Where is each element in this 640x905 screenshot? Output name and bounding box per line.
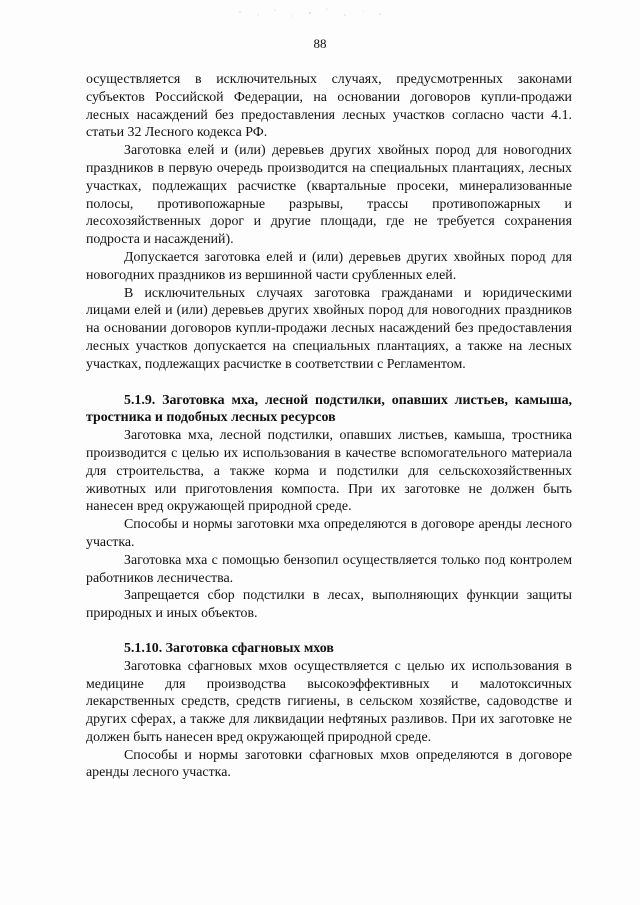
section-spacer — [86, 623, 572, 640]
document-body — [86, 71, 572, 782]
paragraph: Заготовка сфагновых мхов осуществляется с целью их использования в медицине для производства высокоэффективных и малотоксичных лекарственных средств, средств гигиены, в сельском хозяйстве, садоводстве и других сферах, а также для ликвидации нефтяных разливов. При их заготовке не должен быть нанесен вред окружающей природной среде. — [86, 658, 572, 745]
paragraph: Способы и нормы заготовки сфагновых мхов определяются в договоре аренды лесного участка. — [86, 747, 572, 781]
paragraph: Допускается заготовка елей и (или) деревьев других хвойных пород для новогодних праздников из вершинной части срубленных елей. — [86, 249, 572, 283]
paragraph: Заготовка мха, лесной подстилки, опавших листьев, камыша, тростника производится с целью их использования в качестве вспомогательного материала для строительства, а также корма и подстилки для сельскохозяйственных животных или приготовления компоста. При их заготовке не должен быть нанесен вред окружающей природной среде. — [86, 428, 572, 515]
paragraph: Заготовка мха с помощью бензопил осуществляется только под контролем работников лесничества. — [86, 552, 572, 586]
paragraph-continuation: осуществляется в исключительных случаях, предусмотренных законами субъектов Российской Федерации, на основании договоров купли-продажи лесных насаждений без предоставления лесных участков согласно части 4.1. статьи 32 Лесного кодекса РФ. — [86, 72, 572, 141]
paragraph: Способы и нормы заготовки мха определяются в договоре аренды лесного участка. — [86, 517, 572, 550]
paragraph: Заготовка елей и (или) деревьев других хвойных пород для новогодних праздников в первую очередь производится на специальных плантациях, лесных участках, подлежащих расчистке (квартальные просеки, минерализованные полосы, противопожарные разрывы, трассы противопожарных и лесохозяйственных дорог и другие площади, где не требуется сохранения подроста и насаждений). — [86, 143, 572, 248]
scan-noise-marks — [230, 6, 400, 20]
paragraph: В исключительных случаях заготовка гражданами и юридическими лицами елей и (или) деревьев других хвойных пород для новогодних праздников на основании договоров купли-продажи лесных насаждений без предоставления лесных участков допускается на специальных плантациях, а также на лесных участках, подлежащих расчистке в соответствии с Регламентом. — [86, 285, 572, 372]
page-number: 88 — [313, 36, 327, 51]
section-spacer — [86, 374, 572, 392]
section-heading-5-1-10: 5.1.10. Заготовка сфагновых мхов — [124, 640, 334, 656]
paragraph: Запрещается сбор подстилки в лесах, выполняющих функции защиты природных и иных объектов. — [86, 588, 572, 622]
section-heading-5-1-9: 5.1.9. Заготовка мха, лесной подстилки, опавших листьев, камыша, тростника и подобных лесных ресурсов — [86, 392, 572, 426]
